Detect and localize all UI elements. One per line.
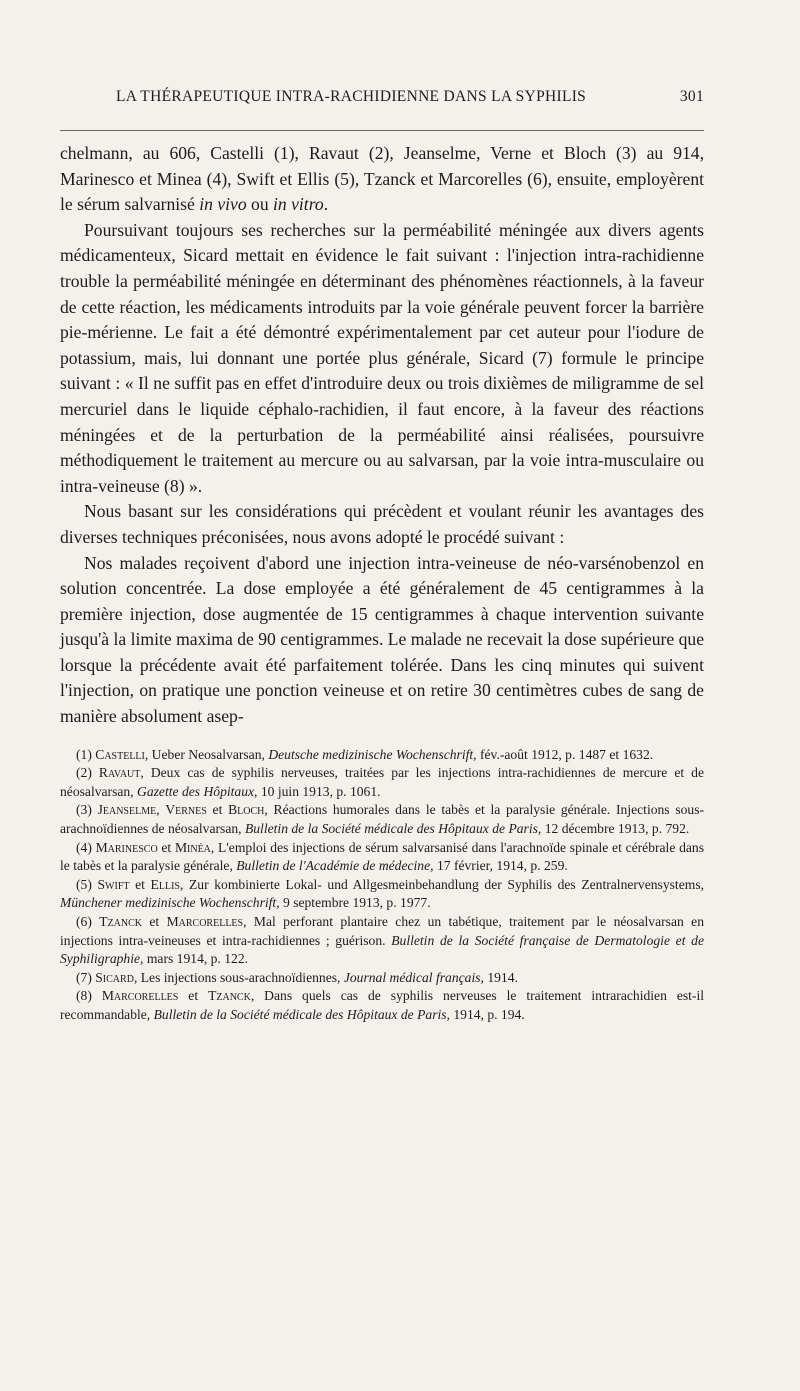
text-run: . <box>323 194 329 215</box>
footnote <box>60 839 704 876</box>
text-run: (5) <box>76 876 98 892</box>
author-name: Bloch <box>228 802 265 818</box>
text-run: Poursuivant toujours ses recherches sur la perméabilité méningée aux divers agents médicamenteux, Sicard mettait en évidence le fait suivant : l'injection intra-rachidienne trouble la perméabilité méningée en déterminant des phénomènes réactionnels, à la faveur de cette réaction, les médicaments introduits par la voie générale peuvent forcer la barrière pie-mérienne. Le fait a été démontré expérimentalement par cet auteur pour l'iodure de potassium, mais, lui donnant une portée plus générale, Sicard (7) formule le principe suivant : « Il ne suffit pas en effet d'introduire deux ou trois dixièmes de miligramme de sel mercuriel dans le liquide céphalo-rachidien, il faut encore, à la faveur des réactions méningées et de la perturbation de la perméabilité ainsi réalisées, poursuivre méthodiquement le traitement au mercure ou au salvarsan, par la voie intra-musculaire ou intra-veineuse (8) ». <box>60 219 704 496</box>
text-run: , Réactions humorales dans le tabès et la paralysie générale. Injections sous-arachnoïdiennes de néosalvarsan, <box>60 802 705 837</box>
paragraph <box>60 499 704 550</box>
text-run: , Les injections sous-arachnoïdiennes, <box>133 969 344 985</box>
author-name: Marinesco <box>95 839 158 855</box>
text-run: (2) <box>76 765 99 781</box>
italic-text: Bulletin de la Société française de Dermatologie et de Syphiligraphie, <box>60 932 704 967</box>
italic-text: Bulletin de la Société médicale des Hôpitaux de Paris, <box>244 821 542 837</box>
author-name: Ravaut <box>98 765 141 781</box>
text-run: et <box>141 914 167 929</box>
page-number: 301 <box>679 88 704 105</box>
text-run: 10 juin 1913, p. 1061. <box>257 783 381 799</box>
author-name: Tzanck <box>99 914 142 929</box>
text-run: , L'emploi des injections de sérum salvarsanisé dans l'arachnoïde spinale et cérébrale dans le tabès et la paralysie générale, <box>60 839 704 874</box>
author-name: Ellis <box>150 876 180 892</box>
author-name: Tzanck <box>208 988 251 1004</box>
text-run: , Ueber Neosalvarsan, <box>144 746 269 762</box>
text-run: (4) <box>76 839 96 855</box>
footnote <box>60 801 704 838</box>
text-run: 1914. <box>483 969 518 985</box>
main-text <box>60 141 704 730</box>
text-run: 9 septembre 1913, p. 1977. <box>279 895 431 911</box>
text-run: , Dans quels cas de syphilis nerveuses le traitement intrarachidien est-il recommandable, <box>60 988 705 1022</box>
author-name: Sicard <box>95 969 134 985</box>
italic-text: Deutsche medizinische Wochenschrift, <box>268 746 477 762</box>
footnote <box>60 746 704 765</box>
italic-text: Gazette des Hôpitaux, <box>137 783 258 799</box>
italic-text: in vivo <box>199 194 247 215</box>
italic-text: Bulletin de la Société médicale des Hôpitaux de Paris, <box>153 1006 450 1022</box>
text-run: mars 1914, p. 122. <box>143 951 249 967</box>
footnotes <box>60 746 704 1025</box>
footnote <box>60 987 704 1024</box>
footnote <box>60 969 704 988</box>
footnote <box>60 764 704 801</box>
footnote <box>60 876 704 913</box>
italic-text: Journal médical français, <box>343 969 484 985</box>
book-page <box>60 88 704 1025</box>
italic-text: Bulletin de l'Académie de médecine, <box>236 858 434 874</box>
text-run: Nos malades reçoivent d'abord une injection intra-veineuse de néo-varsénobenzol en solution concentrée. La dose employée a été généralement de 45 centigrammes à la première injection, dose augmentée de 15 centigrammes à chaque intervention suivante jusqu'à la limite maxima de 90 centigrammes. Le malade ne recevait la dose supérieure que lorsque la précédente avait été parfaitement tolérée. Dans les cinq minutes qui suivent l'injection, on pratique une ponction veineuse et on retire 30 centimètres cubes de sang de manière absolument asep- <box>60 552 704 727</box>
paragraph <box>60 141 704 218</box>
text-run: , Mal perforant plantaire chez un tabétique, traitement par le néosalvarsan en injections intra-veineuses et intra-rachidiennes ; guérison. <box>60 914 704 948</box>
text-run: et <box>157 839 175 855</box>
italic-text: Münchener medizinische Wochenschrift, <box>60 895 280 911</box>
text-run: 12 décembre 1913, p. 792. <box>541 821 690 837</box>
running-header <box>60 88 704 114</box>
text-run: (1) <box>76 746 96 762</box>
text-run: 17 février, 1914, p. 259. <box>433 858 568 874</box>
text-run: et <box>178 988 209 1004</box>
author-name: Jeanselme <box>97 802 157 818</box>
text-run: 1914, p. 194. <box>449 1006 525 1022</box>
text-run: , <box>156 802 166 818</box>
author-name: Marcorelles <box>166 914 244 929</box>
text-run: (7) <box>76 969 96 985</box>
text-run: (3) <box>76 802 98 818</box>
author-name: Swift <box>97 876 130 892</box>
text-run: Nous basant sur les considérations qui précèdent et voulant réunir les avantages des diverses techniques préconisées, nous avons adopté le procédé suivant : <box>60 501 704 547</box>
author-name: Minéa <box>174 839 211 855</box>
text-run: , Deux cas de syphilis nerveuses, traitées par les injections intra-rachidiennes de mercure et de néosalvarsan, <box>60 765 705 799</box>
paragraph <box>60 551 704 730</box>
author-name: Marcorelles <box>101 988 179 1004</box>
text-run: et <box>129 876 151 892</box>
italic-text: in vitro <box>273 194 324 215</box>
text-run: , Zur kombinierte Lokal- und Allgesmeinbehandlung der Syphilis des Zentralnervensystems, <box>179 876 705 892</box>
author-name: Vernes <box>165 802 207 818</box>
author-name: Castelli <box>95 746 145 762</box>
text-run: (6) <box>76 914 100 929</box>
header-rule <box>60 130 704 131</box>
text-run: fév.-août 1912, p. 1487 et 1632. <box>476 746 654 762</box>
running-title: LA THÉRAPEUTIQUE INTRA-RACHIDIENNE DANS LA SYPHILIS <box>116 88 587 105</box>
text-run: et <box>206 802 229 818</box>
text-run: chelmann, au 606, Castelli (1), Ravaut (2), Jeanselme, Verne et Bloch (3) au 914, Marinesco et Minea (4), Swift et Ellis (5), Tzanck et Marcorelles (6), ensuite, employèrent le sérum salvarnisé <box>60 143 704 215</box>
text-run: ou <box>246 194 274 215</box>
text-run: (8) <box>76 988 102 1004</box>
paragraph <box>60 218 704 500</box>
footnote <box>60 913 704 969</box>
